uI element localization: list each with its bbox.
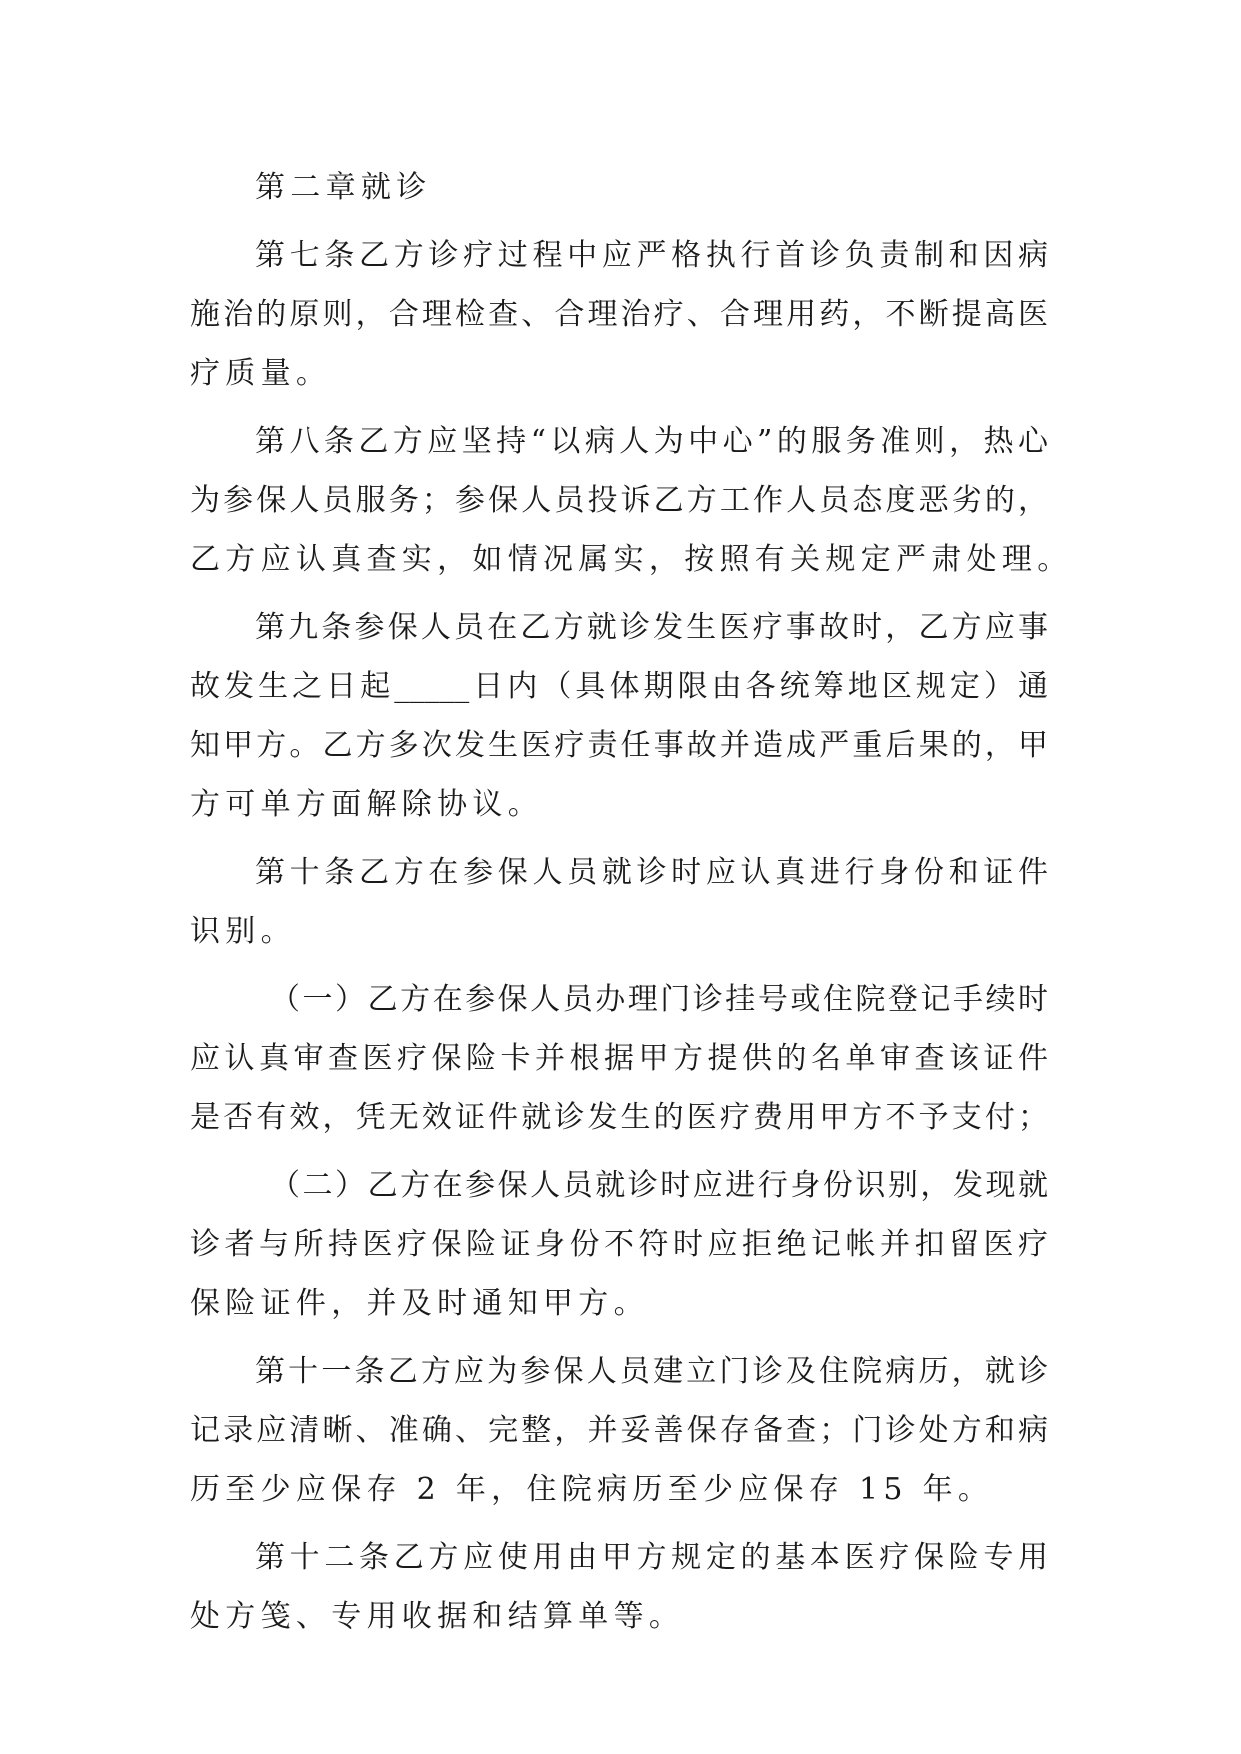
paragraph-line: 处方笺、专用收据和结算单等。	[190, 1599, 685, 1634]
paragraph-line: 第八条乙方应坚持“以病人为中心”的服务准则，热心	[255, 424, 1048, 459]
document-body	[190, 158, 1073, 1646]
paragraph-line: 为参保人员服务；参保人员投诉乙方工作人员态度恶劣的，	[190, 483, 1048, 518]
paragraph-line: （二）乙方在参保人员就诊时应进行身份识别，发现就	[270, 1168, 1048, 1203]
paragraph-line: 第七条乙方诊疗过程中应严格执行首诊负责制和因病	[255, 238, 1048, 273]
chapter-title: 第二章就诊	[255, 170, 432, 205]
paragraph-line: 应认真审查医疗保险卡并根据甲方提供的名单审查该证件	[190, 1041, 1048, 1076]
paragraph-line: 保险证件，并及时通知甲方。	[190, 1286, 649, 1321]
paragraph-line: 第十一条乙方应为参保人员建立门诊及住院病历，就诊	[255, 1354, 1048, 1389]
paragraph-line: 诊者与所持医疗保险证身份不符时应拒绝记帐并扣留医疗	[190, 1227, 1048, 1262]
paragraph-line: 第九条参保人员在乙方就诊发生医疗事故时，乙方应事	[255, 610, 1048, 645]
paragraph-line: 是否有效，凭无效证件就诊发生的医疗费用甲方不予支付；	[190, 1100, 1048, 1135]
paragraph-line: 第十条乙方在参保人员就诊时应认真进行身份和证件	[255, 855, 1048, 890]
paragraph-line: 第十二条乙方应使用由甲方规定的基本医疗保险专用	[255, 1540, 1048, 1575]
paragraph-line: 记录应清晰、准确、完整，并妥善保存备查；门诊处方和病	[190, 1413, 1048, 1448]
paragraph-line: 方可单方面解除协议。	[190, 787, 543, 822]
paragraph-line: 故发生之日起_____日内（具体期限由各统筹地区规定）通	[190, 669, 1048, 704]
paragraph-article-10-item-2	[190, 1156, 1048, 1333]
paragraph-line: 疗质量。	[190, 356, 332, 391]
paragraph-line: 历至少应保存 2 年，住院病历至少应保存 15 年。	[190, 1472, 994, 1507]
paragraph-article-7	[190, 226, 1048, 403]
paragraph-article-11	[190, 1342, 1048, 1519]
paragraph-line: 乙方应认真查实，如情况属实，按照有关规定严肃处理。	[190, 542, 1073, 577]
paragraph-article-10	[190, 843, 1048, 961]
paragraph-article-12	[190, 1528, 1048, 1646]
paragraph-line: （一）乙方在参保人员办理门诊挂号或住院登记手续时	[270, 982, 1048, 1017]
paragraph-line: 识别。	[190, 914, 296, 949]
paragraph-line: 施治的原则，合理检查、合理治疗、合理用药，不断提高医	[190, 297, 1048, 332]
paragraph-article-8	[190, 412, 1073, 589]
paragraph-line: 知甲方。乙方多次发生医疗责任事故并造成严重后果的，甲	[190, 728, 1048, 763]
paragraph-article-10-item-1	[190, 970, 1048, 1147]
paragraph-article-9	[190, 598, 1048, 834]
